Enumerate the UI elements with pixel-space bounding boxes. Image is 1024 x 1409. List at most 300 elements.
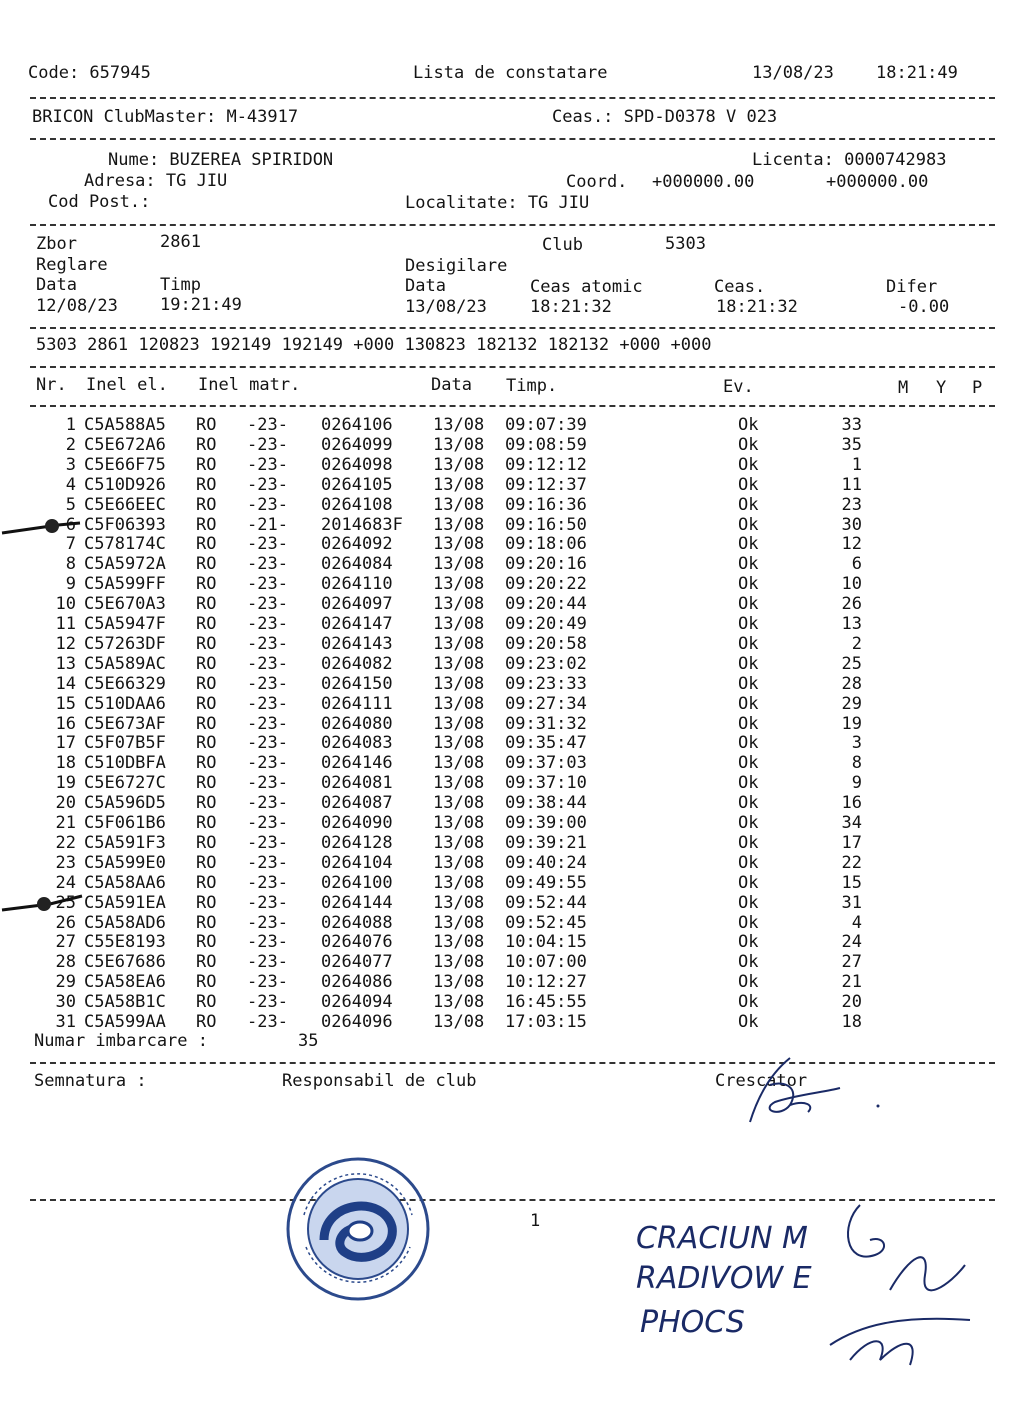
owner-license: Licenta: 0000742983 xyxy=(752,150,947,170)
cell-ro: RO xyxy=(196,434,217,455)
cell-nr: 5 xyxy=(65,494,76,515)
cell-ev: Ok xyxy=(738,713,759,734)
cell-nr: 30 xyxy=(55,992,76,1013)
cell-ev: Ok xyxy=(738,832,759,853)
cell-inel: C510DBFA xyxy=(84,753,166,774)
cell-time: 09:12:37 xyxy=(505,474,587,495)
cell-ev: Ok xyxy=(738,852,759,873)
cell-date: 13/08 xyxy=(433,952,485,973)
cell-nr: 18 xyxy=(55,753,76,774)
cell-nr: 25 xyxy=(55,892,76,913)
cell-inel: C5E66F75 xyxy=(84,454,166,475)
handwritten-name-3: PHOCS xyxy=(640,1305,745,1340)
cell-date: 13/08 xyxy=(433,713,485,734)
cell-ro: RO xyxy=(196,872,217,893)
cell-time: 17:03:15 xyxy=(505,1012,587,1032)
cell-matr: 0264086 xyxy=(321,972,393,993)
desigilare-ceas-atomic: 18:21:32 xyxy=(530,297,612,317)
cell-date: 13/08 xyxy=(433,932,485,953)
cell-inel: C5A599E0 xyxy=(84,852,166,873)
cell-nr: 4 xyxy=(65,474,76,495)
cell-matr: 0264105 xyxy=(321,474,393,495)
cell-m: 30 xyxy=(841,514,862,535)
cell-m: 13 xyxy=(841,614,862,634)
cell-date: 13/08 xyxy=(433,912,485,933)
cell-ro: RO xyxy=(196,614,217,634)
cell-nr: 3 xyxy=(65,454,76,475)
cell-nr: 12 xyxy=(55,633,76,654)
cell-nr: 22 xyxy=(55,832,76,853)
cell-nr: 29 xyxy=(55,972,76,993)
cell-yr: -23- xyxy=(247,793,288,814)
cell-ev: Ok xyxy=(738,434,759,455)
cell-ev: Ok xyxy=(738,554,759,575)
cell-yr: -23- xyxy=(247,574,288,595)
difer-value: -0.00 xyxy=(898,297,950,317)
cell-time: 09:38:44 xyxy=(505,793,587,814)
cell-yr: -23- xyxy=(247,474,288,495)
cell-ro: RO xyxy=(196,892,217,913)
cell-matr: 0264081 xyxy=(321,773,393,794)
col-inel-el: Inel el. xyxy=(86,375,168,395)
cell-nr: 11 xyxy=(55,614,76,634)
ceas-label: Ceas.: SPD-D0378 V 023 xyxy=(552,107,778,127)
cell-matr: 0264128 xyxy=(321,832,393,853)
numar-imbarcare-label: Numar imbarcare : xyxy=(34,1031,208,1051)
table-row xyxy=(0,932,1024,952)
cell-yr: -23- xyxy=(247,892,288,913)
table-row xyxy=(0,853,1024,873)
table-row xyxy=(0,674,1024,694)
cell-time: 09:39:00 xyxy=(505,813,587,833)
cell-date: 13/08 xyxy=(433,773,485,794)
cell-nr: 31 xyxy=(55,1012,76,1032)
cell-ro: RO xyxy=(196,673,217,694)
cell-matr: 0264110 xyxy=(321,574,393,595)
cell-ev: Ok xyxy=(738,952,759,973)
cell-time: 09:08:59 xyxy=(505,434,587,455)
cell-time: 09:31:32 xyxy=(505,713,587,734)
cell-ev: Ok xyxy=(738,574,759,595)
cell-date: 13/08 xyxy=(433,673,485,694)
reglare-data-label: Data xyxy=(36,275,77,295)
col-m: M xyxy=(898,378,909,398)
cell-nr: 28 xyxy=(55,952,76,973)
table-row xyxy=(0,833,1024,853)
cell-m: 19 xyxy=(841,713,862,734)
cell-inel: C5E670A3 xyxy=(84,594,166,615)
cell-matr: 0264092 xyxy=(321,534,393,555)
cell-ev: Ok xyxy=(738,633,759,654)
difer-label: Difer xyxy=(886,277,938,297)
cell-yr: -23- xyxy=(247,733,288,754)
col-inel-matr: Inel matr. xyxy=(198,375,301,395)
cell-ev: Ok xyxy=(738,753,759,774)
cell-ro: RO xyxy=(196,454,217,475)
cell-ro: RO xyxy=(196,415,217,435)
cell-inel: C5A591F3 xyxy=(84,832,166,853)
cell-nr: 23 xyxy=(55,852,76,873)
cell-inel: C5E6727C xyxy=(84,773,166,794)
cell-ev: Ok xyxy=(738,793,759,814)
separator xyxy=(30,327,995,329)
cell-ro: RO xyxy=(196,813,217,833)
cell-m: 26 xyxy=(841,594,862,615)
cell-inel: C5E66329 xyxy=(84,673,166,694)
cell-inel: C5A596D5 xyxy=(84,793,166,814)
table-row xyxy=(0,873,1024,893)
cell-m: 22 xyxy=(841,852,862,873)
cell-inel: C5A589AC xyxy=(84,653,166,674)
cell-ev: Ok xyxy=(738,932,759,953)
cell-time: 10:12:27 xyxy=(505,972,587,993)
cell-time: 09:37:03 xyxy=(505,753,587,774)
handwritten-name-1: CRACIUN M xyxy=(636,1221,808,1256)
cell-yr: -23- xyxy=(247,872,288,893)
page-number: 1 xyxy=(530,1211,541,1231)
ceas-atomic-label: Ceas atomic xyxy=(530,277,643,297)
zbor-value: 2861 xyxy=(160,232,201,252)
table-row xyxy=(0,793,1024,813)
cell-matr: 0264097 xyxy=(321,594,393,615)
cell-date: 13/08 xyxy=(433,693,485,714)
cell-date: 13/08 xyxy=(433,793,485,814)
cell-inel: C5A58AD6 xyxy=(84,912,166,933)
cell-date: 13/08 xyxy=(433,594,485,615)
locality: Localitate: TG JIU xyxy=(405,193,590,213)
cell-yr: -23- xyxy=(247,832,288,853)
cell-date: 13/08 xyxy=(433,494,485,515)
cell-m: 11 xyxy=(841,474,862,495)
cell-matr: 0264083 xyxy=(321,733,393,754)
cell-time: 09:18:06 xyxy=(505,534,587,555)
cell-m: 17 xyxy=(841,832,862,853)
cell-time: 09:35:47 xyxy=(505,733,587,754)
cell-m: 20 xyxy=(841,992,862,1013)
cell-ev: Ok xyxy=(738,534,759,555)
cell-yr: -23- xyxy=(247,1012,288,1032)
table-row xyxy=(0,534,1024,554)
pen-mark xyxy=(0,505,120,550)
cell-ev: Ok xyxy=(738,813,759,833)
header-date: 13/08/23 xyxy=(752,63,834,83)
cell-nr: 1 xyxy=(65,415,76,435)
cell-time: 09:52:44 xyxy=(505,892,587,913)
handwritten-signatures xyxy=(820,1195,980,1375)
cell-ev: Ok xyxy=(738,892,759,913)
desigilare-ceas: 18:21:32 xyxy=(716,297,798,317)
coord-value-2: +000000.00 xyxy=(826,172,929,192)
cell-matr: 0264084 xyxy=(321,554,393,575)
cell-yr: -23- xyxy=(247,753,288,774)
cell-ro: RO xyxy=(196,494,217,515)
col-y: Y xyxy=(936,378,947,398)
cell-ro: RO xyxy=(196,1012,217,1032)
cell-ro: RO xyxy=(196,793,217,814)
cell-yr: -23- xyxy=(247,554,288,575)
cell-yr: -23- xyxy=(247,434,288,455)
cell-matr: 0264096 xyxy=(321,1012,393,1032)
postal-code-label: Cod Post.: xyxy=(48,192,151,212)
cell-yr: -23- xyxy=(247,614,288,634)
cell-nr: 7 xyxy=(65,534,76,555)
cell-yr: -23- xyxy=(247,932,288,953)
table-row xyxy=(0,753,1024,773)
desigilare-data-label: Data xyxy=(405,276,446,296)
cell-yr: -23- xyxy=(247,693,288,714)
cell-date: 13/08 xyxy=(433,872,485,893)
cell-ev: Ok xyxy=(738,773,759,794)
cell-ro: RO xyxy=(196,932,217,953)
cell-ev: Ok xyxy=(738,514,759,535)
cell-ro: RO xyxy=(196,912,217,933)
cell-time: 10:07:00 xyxy=(505,952,587,973)
cell-date: 13/08 xyxy=(433,653,485,674)
cell-date: 13/08 xyxy=(433,415,485,435)
cell-inel: C5E672A6 xyxy=(84,434,166,455)
cell-ev: Ok xyxy=(738,474,759,495)
cell-nr: 17 xyxy=(55,733,76,754)
cell-date: 13/08 xyxy=(433,972,485,993)
cell-ro: RO xyxy=(196,733,217,754)
cell-ro: RO xyxy=(196,832,217,853)
club-label: Club xyxy=(542,235,583,255)
table-row xyxy=(0,614,1024,634)
clubmaster-label: BRICON ClubMaster: M-43917 xyxy=(32,107,299,127)
cell-inel: C5A58B1C xyxy=(84,992,166,1013)
cell-nr: 19 xyxy=(55,773,76,794)
cell-ro: RO xyxy=(196,693,217,714)
cell-yr: -23- xyxy=(247,952,288,973)
separator xyxy=(30,138,995,140)
cell-time: 09:20:22 xyxy=(505,574,587,595)
cell-ev: Ok xyxy=(738,653,759,674)
handwritten-name-2: RADIVOW E xyxy=(636,1261,812,1296)
cell-ev: Ok xyxy=(738,614,759,634)
cell-ro: RO xyxy=(196,574,217,595)
cell-matr: 0264108 xyxy=(321,494,393,515)
cell-inel: C57263DF xyxy=(84,633,166,654)
reglare-timp-label: Timp xyxy=(160,275,201,295)
cell-matr: 0264100 xyxy=(321,872,393,893)
table-row xyxy=(0,475,1024,495)
table-row xyxy=(0,495,1024,515)
cell-ro: RO xyxy=(196,753,217,774)
cell-yr: -23- xyxy=(247,415,288,435)
cell-nr: 27 xyxy=(55,932,76,953)
cell-inel: C5A588A5 xyxy=(84,415,166,435)
cell-matr: 0264082 xyxy=(321,653,393,674)
cell-matr: 0264147 xyxy=(321,614,393,634)
cell-time: 09:16:50 xyxy=(505,514,587,535)
coord-value-1: +000000.00 xyxy=(652,172,755,192)
pen-mark xyxy=(0,880,120,925)
cell-m: 31 xyxy=(841,892,862,913)
cell-matr: 0264143 xyxy=(321,633,393,654)
cell-nr: 21 xyxy=(55,813,76,833)
cell-date: 13/08 xyxy=(433,614,485,634)
cell-time: 09:20:44 xyxy=(505,594,587,615)
cell-m: 21 xyxy=(841,972,862,993)
ceas-column-label: Ceas. xyxy=(714,277,766,297)
crescator-label: Crescator xyxy=(715,1071,808,1091)
cell-matr: 0264150 xyxy=(321,673,393,694)
table-row xyxy=(0,654,1024,674)
cell-matr: 0264111 xyxy=(321,693,393,714)
crescator-signature xyxy=(730,1050,890,1130)
col-timp: Timp. xyxy=(506,376,558,396)
cell-nr: 14 xyxy=(55,673,76,694)
table-row xyxy=(0,634,1024,654)
cell-yr: -23- xyxy=(247,633,288,654)
cell-inel: C5A5947F xyxy=(84,614,166,634)
cell-date: 13/08 xyxy=(433,892,485,913)
cell-time: 09:12:12 xyxy=(505,454,587,475)
cell-inel: C5A58AA6 xyxy=(84,872,166,893)
reglare-label: Reglare xyxy=(36,255,108,275)
col-data: Data xyxy=(431,375,472,395)
cell-ro: RO xyxy=(196,773,217,794)
cell-matr: 0264099 xyxy=(321,434,393,455)
owner-address: Adresa: TG JIU xyxy=(84,171,228,191)
cell-date: 13/08 xyxy=(433,633,485,654)
cell-date: 13/08 xyxy=(433,454,485,475)
table-row xyxy=(0,992,1024,1012)
cell-nr: 16 xyxy=(55,713,76,734)
cell-ev: Ok xyxy=(738,912,759,933)
cell-yr: -23- xyxy=(247,594,288,615)
cell-date: 13/08 xyxy=(433,514,485,535)
cell-yr: -23- xyxy=(247,992,288,1013)
cell-m: 15 xyxy=(841,872,862,893)
cell-ro: RO xyxy=(196,594,217,615)
cell-nr: 9 xyxy=(65,574,76,595)
cell-nr: 2 xyxy=(65,434,76,455)
cell-ev: Ok xyxy=(738,992,759,1013)
cell-ro: RO xyxy=(196,633,217,654)
cell-nr: 10 xyxy=(55,594,76,615)
separator xyxy=(30,405,995,407)
cell-matr: 0264106 xyxy=(321,415,393,435)
cell-time: 09:27:34 xyxy=(505,693,587,714)
cell-time: 09:20:16 xyxy=(505,554,587,575)
cell-matr: 0264080 xyxy=(321,713,393,734)
cell-date: 13/08 xyxy=(433,474,485,495)
cell-time: 09:52:45 xyxy=(505,912,587,933)
cell-m: 9 xyxy=(851,773,862,794)
numar-imbarcare-value: 35 xyxy=(298,1031,319,1051)
cell-ro: RO xyxy=(196,972,217,993)
cell-time: 09:07:39 xyxy=(505,415,587,435)
cell-time: 09:39:21 xyxy=(505,832,587,853)
cell-m: 34 xyxy=(841,813,862,833)
table-row xyxy=(0,415,1024,435)
col-p: P xyxy=(972,378,983,398)
cell-time: 09:40:24 xyxy=(505,852,587,873)
cell-yr: -23- xyxy=(247,972,288,993)
cell-yr: -23- xyxy=(247,852,288,873)
cell-m: 25 xyxy=(841,653,862,674)
cell-ro: RO xyxy=(196,514,217,535)
cell-ev: Ok xyxy=(738,733,759,754)
cell-m: 24 xyxy=(841,932,862,953)
cell-time: 09:20:49 xyxy=(505,614,587,634)
cell-m: 16 xyxy=(841,793,862,814)
cell-inel: C5A5972A xyxy=(84,554,166,575)
cell-time: 09:23:02 xyxy=(505,653,587,674)
cell-m: 4 xyxy=(851,912,862,933)
cell-m: 1 xyxy=(851,454,862,475)
table-row xyxy=(0,813,1024,833)
cell-ev: Ok xyxy=(738,1012,759,1032)
cell-ev: Ok xyxy=(738,494,759,515)
table-row xyxy=(0,515,1024,535)
club-stamp xyxy=(284,1155,432,1303)
cell-yr: -23- xyxy=(247,534,288,555)
cell-yr: -23- xyxy=(247,494,288,515)
cell-yr: -23- xyxy=(247,653,288,674)
table-row xyxy=(0,574,1024,594)
cell-nr: 8 xyxy=(65,554,76,575)
table-row xyxy=(0,694,1024,714)
cell-yr: -23- xyxy=(247,813,288,833)
cell-ro: RO xyxy=(196,852,217,873)
cell-nr: 26 xyxy=(55,912,76,933)
cell-m: 27 xyxy=(841,952,862,973)
cell-inel: C578174C xyxy=(84,534,166,555)
cell-time: 10:04:15 xyxy=(505,932,587,953)
cell-ro: RO xyxy=(196,653,217,674)
cell-date: 13/08 xyxy=(433,753,485,774)
semnatura-label: Semnatura : xyxy=(34,1071,147,1091)
table-row xyxy=(0,733,1024,753)
cell-yr: -23- xyxy=(247,713,288,734)
cell-inel: C55E8193 xyxy=(84,932,166,953)
reglare-data: 12/08/23 xyxy=(36,296,118,316)
cell-nr: 15 xyxy=(55,693,76,714)
cell-inel: C510DAA6 xyxy=(84,693,166,714)
cell-nr: 13 xyxy=(55,653,76,674)
cell-time: 09:16:36 xyxy=(505,494,587,515)
cell-ev: Ok xyxy=(738,594,759,615)
cell-date: 13/08 xyxy=(433,574,485,595)
table-row xyxy=(0,773,1024,793)
cell-time: 09:23:33 xyxy=(505,673,587,694)
cell-time: 09:20:58 xyxy=(505,633,587,654)
code-label: Code: 657945 xyxy=(28,63,151,83)
cell-matr: 0264088 xyxy=(321,912,393,933)
cell-ev: Ok xyxy=(738,972,759,993)
cell-inel: C5E673AF xyxy=(84,713,166,734)
cell-ro: RO xyxy=(196,554,217,575)
reglare-timp: 19:21:49 xyxy=(160,295,242,315)
cell-date: 13/08 xyxy=(433,832,485,853)
cell-matr: 0264090 xyxy=(321,813,393,833)
cell-date: 13/08 xyxy=(433,434,485,455)
cell-ro: RO xyxy=(196,474,217,495)
cell-m: 8 xyxy=(851,753,862,774)
cell-matr: 0264144 xyxy=(321,892,393,913)
cell-matr: 2014683F xyxy=(321,514,403,535)
cell-ro: RO xyxy=(196,534,217,555)
table-row xyxy=(0,913,1024,933)
cell-date: 13/08 xyxy=(433,992,485,1013)
cell-inel: C5E66EEC xyxy=(84,494,166,515)
table-row xyxy=(0,1012,1024,1032)
table-row xyxy=(0,435,1024,455)
cell-m: 3 xyxy=(851,733,862,754)
coord-label: Coord. xyxy=(566,172,628,192)
